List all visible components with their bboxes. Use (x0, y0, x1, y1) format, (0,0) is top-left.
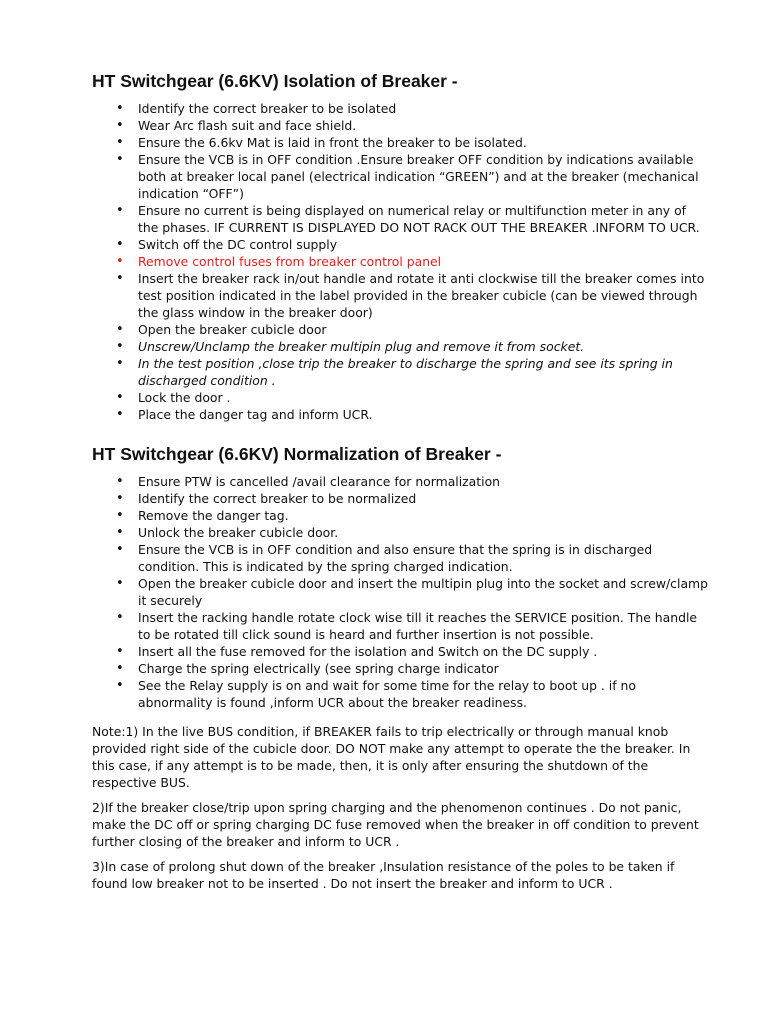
normalization-steps-list (92, 473, 708, 711)
isolation-step: • Ensure no current is being displayed on numerical relay or multifunction meter in any of the phases. IF CURRENT IS DISPLAYED DO NOT RACK OUT THE BREAKER .INFORM TO UCR. (138, 202, 708, 236)
isolation-step: • Lock the door . (138, 389, 708, 406)
isolation-step: • Insert the breaker rack in/out handle and rotate it anti clockwise till the breaker comes into test position indicated in the label provided in the breaker cubicle (can be viewed through the glass window in the breaker door) (138, 270, 708, 321)
normalization-step: • Unlock the breaker cubicle door. (138, 524, 708, 541)
isolation-step: • Open the breaker cubicle door (138, 321, 708, 338)
isolation-step: • Identify the correct breaker to be isolated (138, 100, 708, 117)
normalization-step: • Identify the correct breaker to be normalized (138, 490, 708, 507)
normalization-step: • Ensure the VCB is in OFF condition and also ensure that the spring is in discharged condition. This is indicated by the spring charged indication. (138, 541, 708, 575)
isolation-step: • Switch off the DC control supply (138, 236, 708, 253)
normalization-step: • Remove the danger tag. (138, 507, 708, 524)
isolation-heading: HT Switchgear (6.6KV) Isolation of Breaker - (92, 71, 458, 91)
note-3: 3)In case of prolong shut down of the breaker ,Insulation resistance of the poles to be taken if found low breaker not to be inserted . Do not insert the breaker and inform to UCR . (92, 859, 675, 891)
isolation-step: • Wear Arc flash suit and face shield. (138, 117, 708, 134)
isolation-step: • Ensure the 6.6kv Mat is laid in front the breaker to be isolated. (138, 134, 708, 151)
normalization-step: • Ensure PTW is cancelled /avail clearance for normalization (138, 473, 708, 490)
normalization-step: • Insert the racking handle rotate clock wise till it reaches the SERVICE position. The handle to be rotated till click sound is heard and further insertion is not possible. (138, 609, 708, 643)
note-1: Note:1) In the live BUS condition, if BREAKER fails to trip electrically or through manual knob provided right side of the cubicle door. DO NOT make any attempt to operate the the breaker. In this case, if any attempt is to be made, then, it is only after ensuring the shutdown of the respective BUS. (92, 724, 691, 790)
isolation-steps-list (92, 100, 708, 423)
isolation-step: • In the test position ,close trip the breaker to discharge the spring and see its spring in discharged condition . (138, 355, 708, 389)
normalization-step: • Charge the spring electrically (see spring charge indicator (138, 660, 708, 677)
normalization-step: • Open the breaker cubicle door and insert the multipin plug into the socket and screw/clamp it securely (138, 575, 708, 609)
notes-section (92, 723, 708, 892)
normalization-step: • See the Relay supply is on and wait for some time for the relay to boot up . if no abnormality is found ,inform UCR about the breaker readiness. (138, 677, 708, 711)
normalization-heading: HT Switchgear (6.6KV) Normalization of Breaker - (92, 444, 502, 464)
isolation-step: • Place the danger tag and inform UCR. (138, 406, 708, 423)
isolation-step: • Unscrew/Unclamp the breaker multipin plug and remove it from socket. (138, 338, 708, 355)
isolation-step: • Remove control fuses from breaker control panel (138, 253, 708, 270)
note-2: 2)If the breaker close/trip upon spring charging and the phenomenon continues . Do not panic, make the DC off or spring charging DC fuse removed when the breaker in off condition to prevent further closing of the breaker and inform to UCR . (92, 800, 699, 849)
isolation-step: • Ensure the VCB is in OFF condition .Ensure breaker OFF condition by indications available both at breaker local panel (electrical indication “GREEN”) and at the breaker (mechanical indication “OFF”) (138, 151, 708, 202)
normalization-step: • Insert all the fuse removed for the isolation and Switch on the DC supply . (138, 643, 708, 660)
